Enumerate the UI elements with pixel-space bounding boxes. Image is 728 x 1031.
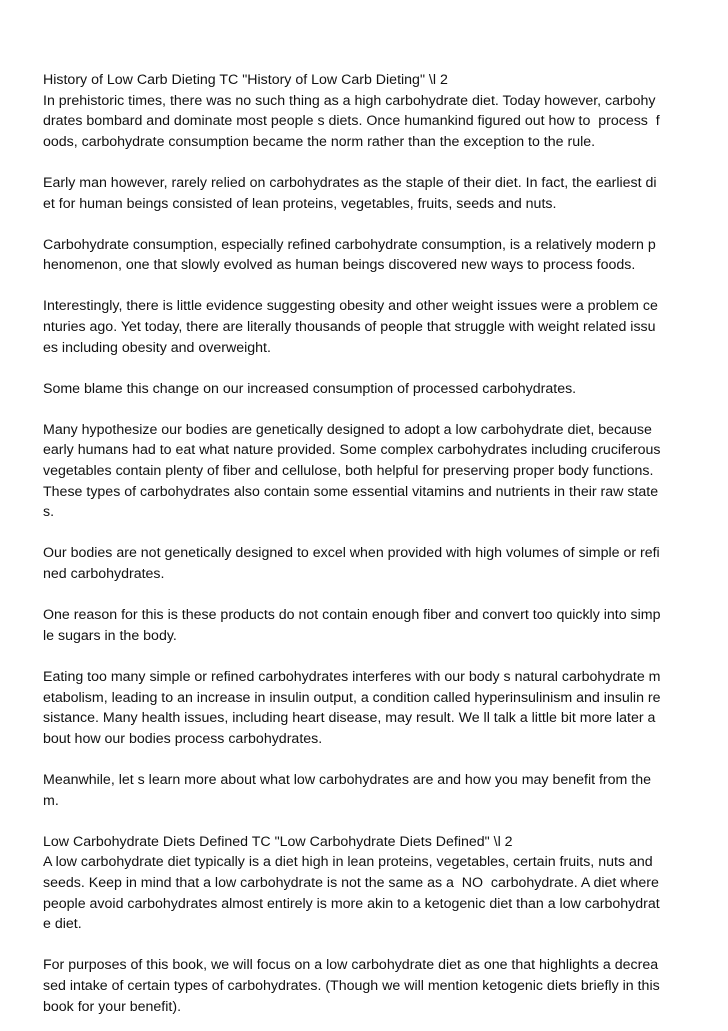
paragraph	[43, 667, 689, 750]
paragraph	[43, 955, 689, 1017]
text-line: sistance. Many health issues, including heart disease, may result. We ll talk a little bit more later a	[43, 710, 656, 727]
document-body	[43, 70, 689, 1017]
paragraph-spacer	[43, 750, 689, 770]
text-line: etabolism, leading to an increase in insulin output, a condition called hyperinsulinism and insulin re	[43, 689, 661, 706]
paragraph	[43, 235, 689, 276]
paragraph	[43, 379, 689, 400]
text-line: Many hypothesize our bodies are genetically designed to adopt a low carbohydrate diet, because	[43, 421, 652, 438]
text-line: Low Carbohydrate Diets Defined TC "Low Carbohydrate Diets Defined" \l 2	[43, 833, 513, 850]
text-line: book for your benefit).	[43, 998, 182, 1015]
text-line: m.	[43, 792, 59, 809]
text-line: For purposes of this book, we will focus on a low carbohydrate diet as one that highlights a decrea	[43, 957, 659, 974]
paragraph	[43, 296, 689, 358]
text-line: vegetables contain plenty of fiber and cellulose, both helpful for preserving proper body functions.	[43, 463, 654, 480]
paragraph-spacer	[43, 935, 689, 955]
text-line: le sugars in the body.	[43, 627, 177, 644]
paragraph-spacer	[43, 358, 689, 378]
paragraph	[43, 770, 689, 811]
text-line: s.	[43, 504, 55, 521]
text-line: Meanwhile, let s learn more about what low carbohydrates are and how you may benefit from the	[43, 771, 652, 788]
text-line: A low carbohydrate diet typically is a diet high in lean proteins, vegetables, certain fruits, nuts and	[43, 854, 653, 871]
text-line: One reason for this is these products do not contain enough fiber and convert too quickly into simp	[43, 607, 661, 624]
text-line: Interestingly, there is little evidence suggesting obesity and other weight issues were a problem ce	[43, 298, 658, 315]
text-line: Some blame this change on our increased consumption of processed carbohydrates.	[43, 380, 577, 397]
text-line: nturies ago. Yet today, there are literally thousands of people that struggle with weight related issu	[43, 319, 656, 336]
text-line: people avoid carbohydrates almost entirely is more akin to a ketogenic diet than a low carbohydrat	[43, 895, 660, 912]
text-line: In prehistoric times, there was no such thing as a high carbohydrate diet. Today however, carbohy	[43, 92, 656, 109]
text-line: bout how our bodies process carbohydrates.	[43, 730, 323, 747]
paragraph	[43, 70, 689, 153]
paragraph-spacer	[43, 523, 689, 543]
text-line: seeds. Keep in mind that a low carbohydrate is not the same as a NO carbohydrate. A diet where	[43, 874, 659, 891]
paragraph-spacer	[43, 399, 689, 419]
paragraph	[43, 543, 689, 584]
paragraph	[43, 173, 689, 214]
paragraph-spacer	[43, 153, 689, 173]
paragraph-spacer	[43, 585, 689, 605]
text-line: Carbohydrate consumption, especially refined carbohydrate consumption, is a relatively modern p	[43, 236, 656, 253]
text-line: ned carbohydrates.	[43, 566, 165, 583]
text-line: Our bodies are not genetically designed to excel when provided with high volumes of simple or refi	[43, 545, 660, 562]
text-line: early humans had to eat what nature provided. Some complex carbohydrates including cruciferous	[43, 442, 661, 459]
paragraph	[43, 605, 689, 646]
paragraph-spacer	[43, 214, 689, 234]
paragraph-spacer	[43, 276, 689, 296]
paragraph-spacer	[43, 811, 689, 831]
text-line: These types of carbohydrates also contain some essential vitamins and nutrients in their raw state	[43, 483, 659, 500]
text-line: Early man however, rarely relied on carbohydrates as the staple of their diet. In fact, the earliest di	[43, 175, 657, 192]
paragraph	[43, 420, 689, 523]
text-line: es including obesity and overweight.	[43, 339, 271, 356]
text-line: henomenon, one that slowly evolved as human beings discovered new ways to process foods.	[43, 257, 636, 274]
text-line: sed intake of certain types of carbohydrates. (Though we will mention ketogenic diets briefly in this	[43, 977, 660, 994]
text-line: History of Low Carb Dieting TC "History of Low Carb Dieting" \l 2	[43, 72, 448, 88]
paragraph-spacer	[43, 647, 689, 667]
text-line: Eating too many simple or refined carbohydrates interferes with our body s natural carbohydrate m	[43, 668, 661, 685]
text-line: e diet.	[43, 916, 82, 933]
text-line: oods, carbohydrate consumption became the norm rather than the exception to the rule.	[43, 134, 596, 151]
paragraph	[43, 832, 689, 935]
text-line: et for human beings consisted of lean proteins, vegetables, fruits, seeds and nuts.	[43, 195, 557, 212]
text-line: drates bombard and dominate most people s diets. Once humankind figured out how to process f	[43, 113, 660, 130]
